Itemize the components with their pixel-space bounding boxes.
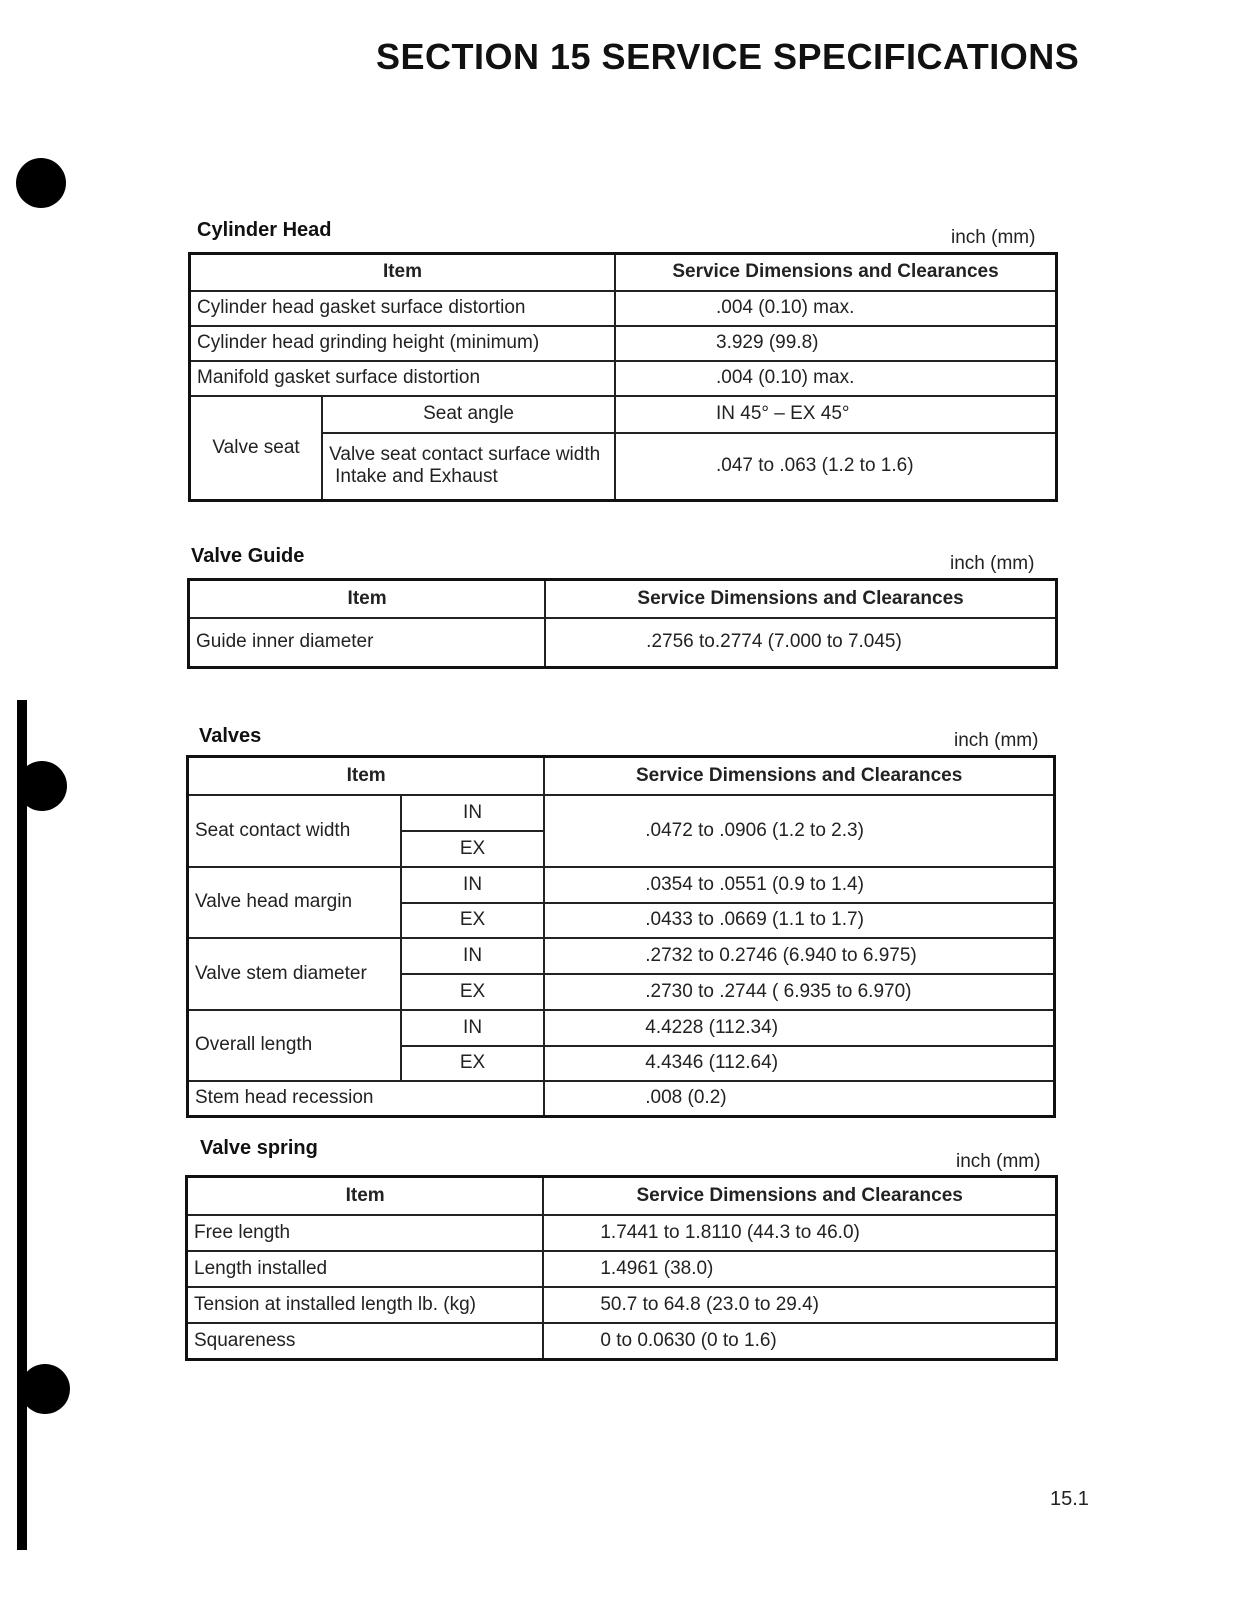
head-margin-label: Valve head margin	[188, 867, 401, 938]
seat-contact-ex: EX	[401, 831, 544, 867]
stem-recession-value: .008 (0.2)	[544, 1081, 1054, 1117]
binder-edge-line	[17, 700, 27, 1550]
table-row	[190, 291, 1057, 326]
row-item: Length installed	[187, 1251, 544, 1287]
row-item: Cylinder head grinding height (minimum)	[190, 326, 616, 361]
valve-spring-title: Valve spring	[200, 1137, 318, 1159]
binder-hole-bottom	[20, 1364, 70, 1414]
row-item: Squareness	[187, 1323, 544, 1360]
valve-spring-table	[185, 1175, 1058, 1361]
overall-length-in: IN	[401, 1010, 544, 1046]
contact-width-label-line1: Valve seat contact surface width	[329, 444, 601, 466]
stem-diameter-ex-value: .2730 to .2744 ( 6.935 to 6.970)	[544, 974, 1054, 1010]
table-row	[187, 1251, 1057, 1287]
row-item: Free length	[187, 1215, 544, 1251]
stem-diameter-label: Valve stem diameter	[188, 938, 401, 1010]
cylinder-head-unit: inch (mm)	[951, 227, 1036, 248]
stem-diameter-in: IN	[401, 938, 544, 974]
table-row	[188, 938, 1055, 974]
table-header-row	[190, 254, 1057, 291]
valve-guide-title: Valve Guide	[191, 545, 305, 567]
valve-spring-unit: inch (mm)	[956, 1151, 1041, 1172]
row-item: Guide inner diameter	[189, 618, 546, 668]
row-value: 1.7441 to 1.8110 (44.3 to 46.0)	[543, 1215, 1056, 1251]
cylinder-head-table	[188, 252, 1058, 502]
page-title: SECTION 15 SERVICE SPECIFICATIONS	[376, 36, 1080, 77]
head-margin-ex: EX	[401, 903, 544, 938]
header-item: Item	[190, 254, 616, 291]
table-row	[188, 1081, 1055, 1117]
row-value: 50.7 to 64.8 (23.0 to 29.4)	[543, 1287, 1056, 1323]
valve-guide-table	[187, 578, 1058, 669]
header-item: Item	[187, 1177, 544, 1215]
row-value: 1.4961 (38.0)	[543, 1251, 1056, 1287]
row-value: .2756 to.2774 (7.000 to 7.045)	[545, 618, 1056, 668]
table-row	[187, 1215, 1057, 1251]
head-margin-in: IN	[401, 867, 544, 903]
row-value: 0 to 0.0630 (0 to 1.6)	[543, 1323, 1056, 1360]
header-value: Service Dimensions and Clearances	[543, 1177, 1056, 1215]
row-value: .004 (0.10) max.	[615, 361, 1057, 396]
valve-seat-label: Valve seat	[190, 396, 323, 501]
contact-width-value: .047 to .063 (1.2 to 1.6)	[615, 433, 1057, 501]
stem-diameter-in-value: .2732 to 0.2746 (6.940 to 6.975)	[544, 938, 1054, 974]
valves-table	[186, 755, 1056, 1118]
contact-width-label	[322, 433, 615, 501]
head-margin-in-value: .0354 to .0551 (0.9 to 1.4)	[544, 867, 1054, 903]
overall-length-ex: EX	[401, 1046, 544, 1081]
row-value: 3.929 (99.8)	[615, 326, 1057, 361]
page-number: 15.1	[1050, 1488, 1089, 1510]
table-header-row	[187, 1177, 1057, 1215]
row-item: Manifold gasket surface distortion	[190, 361, 616, 396]
row-value: .004 (0.10) max.	[615, 291, 1057, 326]
seat-angle-label: Seat angle	[322, 396, 615, 433]
valves-title: Valves	[199, 725, 262, 747]
valve-guide-unit: inch (mm)	[950, 553, 1035, 574]
header-value: Service Dimensions and Clearances	[544, 757, 1054, 795]
overall-length-ex-value: 4.4346 (112.64)	[544, 1046, 1054, 1081]
table-row	[187, 1323, 1057, 1360]
table-row	[188, 1010, 1055, 1046]
row-item: Cylinder head gasket surface distortion	[190, 291, 616, 326]
overall-length-in-value: 4.4228 (112.34)	[544, 1010, 1054, 1046]
header-value: Service Dimensions and Clearances	[545, 580, 1056, 618]
table-row	[188, 867, 1055, 903]
header-value: Service Dimensions and Clearances	[615, 254, 1057, 291]
seat-angle-value: IN 45° – EX 45°	[615, 396, 1057, 433]
stem-diameter-ex: EX	[401, 974, 544, 1010]
contact-width-label-line2: Intake and Exhaust	[335, 466, 498, 488]
table-header-row	[189, 580, 1057, 618]
seat-contact-value: .0472 to .0906 (1.2 to 2.3)	[544, 795, 1054, 867]
seat-contact-label: Seat contact width	[188, 795, 401, 867]
head-margin-ex-value: .0433 to .0669 (1.1 to 1.7)	[544, 903, 1054, 938]
table-row	[189, 618, 1057, 668]
table-row	[187, 1287, 1057, 1323]
table-header-row	[188, 757, 1055, 795]
overall-length-label: Overall length	[188, 1010, 401, 1081]
binder-hole-top	[16, 158, 66, 208]
table-row	[190, 326, 1057, 361]
cylinder-head-title: Cylinder Head	[197, 219, 332, 241]
stem-recession-label: Stem head recession	[188, 1081, 545, 1117]
valves-unit: inch (mm)	[954, 730, 1039, 751]
row-item: Tension at installed length lb. (kg)	[187, 1287, 544, 1323]
seat-contact-in: IN	[401, 795, 544, 831]
header-item: Item	[188, 757, 545, 795]
table-row	[188, 795, 1055, 831]
header-item: Item	[189, 580, 546, 618]
table-row	[190, 361, 1057, 396]
table-row	[190, 396, 1057, 433]
